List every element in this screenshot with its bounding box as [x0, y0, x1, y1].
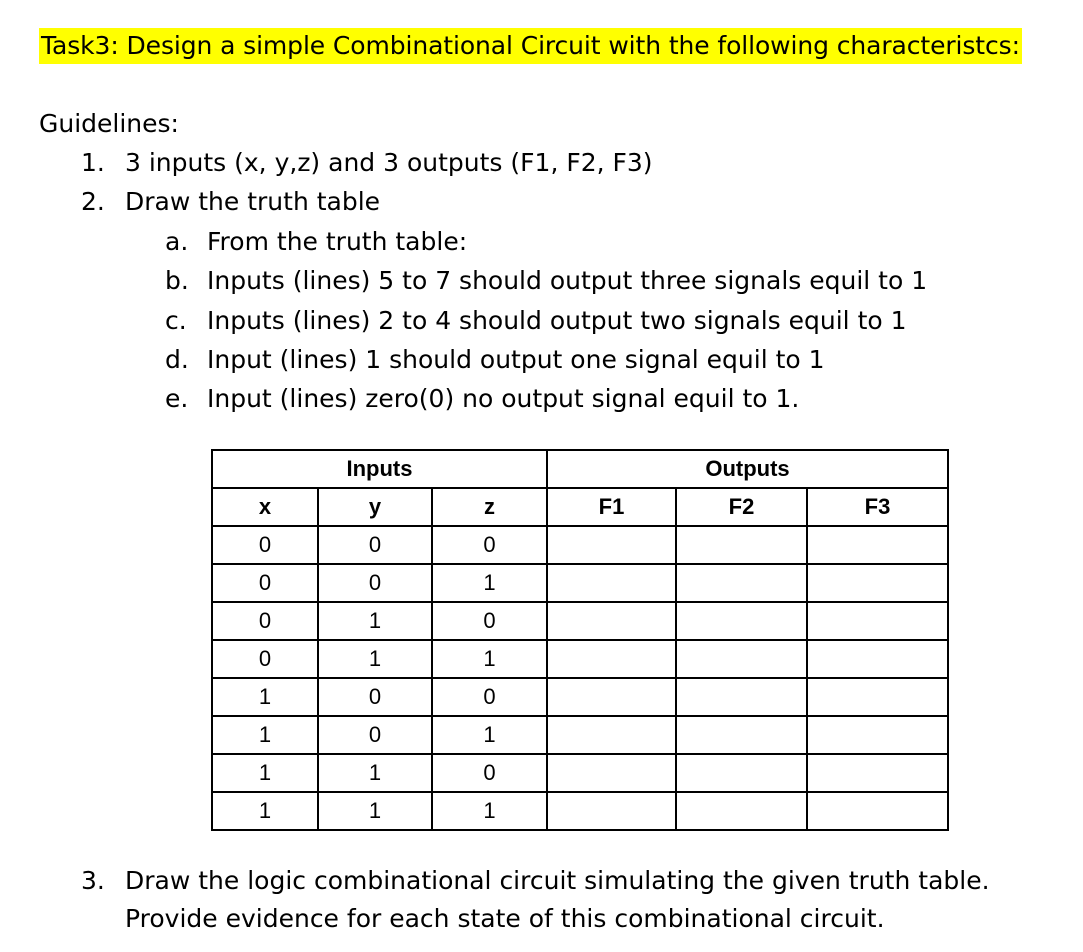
sub-item-text: Inputs (lines) 5 to 7 should output three signals equil to 1 [207, 266, 928, 295]
table-cell [676, 602, 807, 640]
sub-item-text: Input (lines) zero(0) no output signal equil to 1. [207, 384, 800, 413]
table-cell [676, 526, 807, 564]
table-cell [676, 792, 807, 830]
column-header-f2: F2 [676, 488, 807, 526]
column-header-x: x [212, 488, 318, 526]
table-row [212, 716, 948, 754]
table-cell [807, 602, 948, 640]
truth-table [211, 449, 949, 831]
table-cell: 1 [432, 640, 547, 678]
sub-item-letter: d. [165, 345, 189, 374]
table-cell: 1 [432, 792, 547, 830]
table-cell [547, 564, 676, 602]
table-cell: 0 [432, 602, 547, 640]
table-cell: 1 [432, 564, 547, 602]
table-cell: 0 [432, 526, 547, 564]
table-cell: 0 [212, 526, 318, 564]
table-cell: 1 [212, 678, 318, 716]
list-item [81, 145, 653, 181]
table-cell: 0 [212, 602, 318, 640]
table-row [212, 792, 948, 830]
list-item [81, 184, 380, 220]
item-text: Draw the truth table [125, 187, 381, 216]
table-cell: 1 [318, 754, 432, 792]
column-header-z: z [432, 488, 547, 526]
table-cell: 0 [432, 754, 547, 792]
outputs-header: Outputs [547, 450, 948, 488]
table-cell [547, 526, 676, 564]
sub-item [165, 381, 799, 417]
table-cell: 1 [318, 792, 432, 830]
table-row [212, 564, 948, 602]
sub-item-text: From the truth table: [207, 227, 468, 256]
table-cell [547, 716, 676, 754]
table-cell: 0 [318, 678, 432, 716]
item-number: 3. [81, 866, 105, 895]
step-3-line-2: Provide evidence for each state of this combinational circuit. [125, 904, 885, 933]
sub-item-letter: b. [165, 266, 189, 295]
sub-item-text: Input (lines) 1 should output one signal equil to 1 [207, 345, 825, 374]
table-cell [676, 678, 807, 716]
inputs-header: Inputs [212, 450, 547, 488]
table-cell: 1 [212, 792, 318, 830]
table-cell: 0 [212, 640, 318, 678]
sub-item [165, 224, 467, 260]
table-row [212, 754, 948, 792]
table-cell: 1 [212, 754, 318, 792]
table-cell: 0 [432, 678, 547, 716]
table-cell: 0 [318, 716, 432, 754]
table-cell [547, 792, 676, 830]
sub-item-text: Inputs (lines) 2 to 4 should output two signals equil to 1 [207, 306, 907, 335]
table-row [212, 640, 948, 678]
guidelines-label: Guidelines: [39, 109, 179, 138]
sub-item-letter: e. [165, 384, 189, 413]
table-row [212, 526, 948, 564]
table-cell [807, 564, 948, 602]
truth-table-body [212, 526, 948, 830]
table-cell [547, 754, 676, 792]
table-cell [807, 640, 948, 678]
task-title: Task3: Design a simple Combinational Circuit with the following characteristcs: [39, 28, 1022, 64]
table-cell: 0 [212, 564, 318, 602]
table-cell: 1 [212, 716, 318, 754]
column-header-f1: F1 [547, 488, 676, 526]
table-cell [807, 716, 948, 754]
sub-item-letter: a. [165, 227, 189, 256]
sub-item [165, 263, 927, 299]
table-cell [807, 526, 948, 564]
sub-item [165, 303, 907, 339]
table-cell [807, 792, 948, 830]
table-cell [807, 754, 948, 792]
table-cell [676, 564, 807, 602]
column-header-f3: F3 [807, 488, 948, 526]
table-cell: 0 [318, 564, 432, 602]
table-cell: 0 [318, 526, 432, 564]
table-row [212, 678, 948, 716]
item-number: 2. [81, 187, 105, 216]
item-text: 3 inputs (x, y,z) and 3 outputs (F1, F2, F3) [125, 148, 653, 177]
table-cell [676, 640, 807, 678]
table-cell [547, 602, 676, 640]
table-cell [807, 678, 948, 716]
step-3 [81, 862, 990, 900]
sub-item [165, 342, 825, 378]
table-cell: 1 [318, 640, 432, 678]
step-3-line-1: Draw the logic combinational circuit simulating the given truth table. [125, 866, 990, 895]
item-number: 1. [81, 148, 105, 177]
table-cell [547, 640, 676, 678]
table-cell: 1 [432, 716, 547, 754]
table-row [212, 602, 948, 640]
table-cell [547, 678, 676, 716]
table-cell [676, 754, 807, 792]
sub-item-letter: c. [165, 306, 187, 335]
column-header-y: y [318, 488, 432, 526]
table-cell: 1 [318, 602, 432, 640]
table-cell [676, 716, 807, 754]
